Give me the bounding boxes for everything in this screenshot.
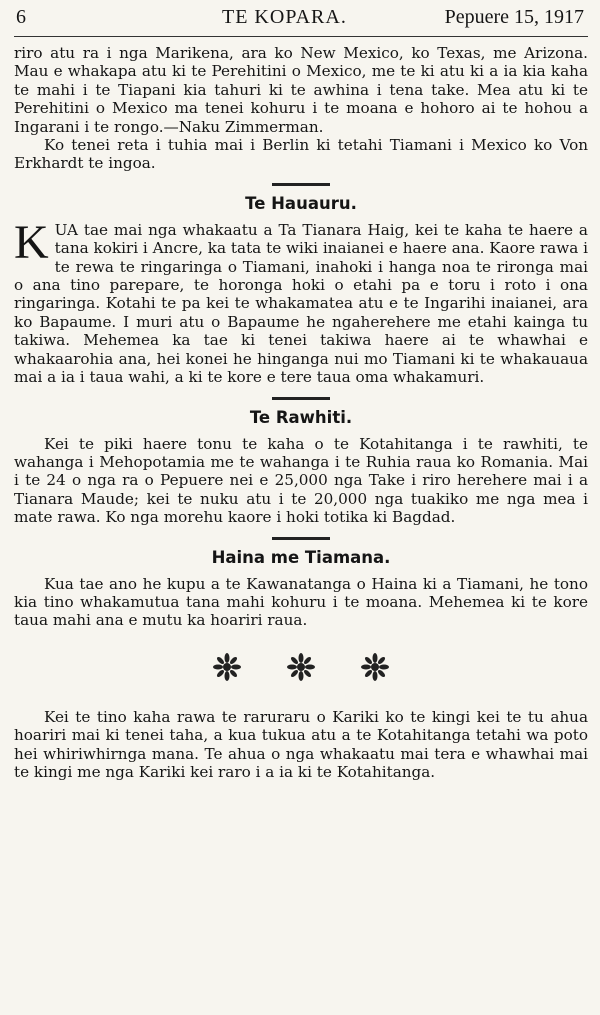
masthead-title: TE KOPARA.: [222, 6, 347, 28]
issue-date: Pepuere 15, 1917: [444, 6, 584, 28]
flower-ornament-icon: [286, 652, 316, 682]
header-rule: [14, 36, 588, 37]
flower-ornament-icon: [212, 652, 242, 682]
page-number: 6: [16, 6, 26, 28]
intro-paragraph-2: Ko tenei reta i tuhia mai i Berlin ki tetahi Tiamani i Mexico ko Von Erkhardt te ingoa.: [14, 136, 588, 173]
article-haina-body: Kua tae ano he kupu a te Kawanatanga o Haina ki a Tiamani, he tono kia tino whakamutua tana mahi kohuru i te moana. Mehemea ki te kore taua mahi ana e mutu ka hoariri raua.: [14, 574, 588, 630]
intro-paragraph-1: riro atu ra i nga Marikena, ara ko New Mexico, ko Texas, me Arizona. Mau e whakapa atu ki te Perehitini o Mexico, me te ki atu ki a ia kia kaha te mahi i te Tiapani kia tahuri ki te awhina i tena take. Mea atu ki te Perehitini o Mexico ma tenei kohuru i te moana e hohoro ai te hohou a Ingarani i te rongo.—Naku Zimmerman.: [14, 44, 588, 136]
section-title-haina: Haina me Tiamana.: [211, 547, 391, 567]
section-title-rawhiti: Te Rawhiti.: [249, 407, 353, 427]
section-divider: [272, 537, 330, 540]
intro-article: [14, 44, 588, 173]
ornament-row: [14, 652, 588, 682]
section-title-hauauru: Te Hauauru.: [245, 193, 357, 213]
article-hauauru-body: UA tae mai nga whakaatu a Ta Tianara Haig, kei te kaha te haere a tana kokiri i Ancre, ka tata te wiki inaianei e haere ana. Kaore rawa i te rewa te ringaringa o Tiamani, inahoki i hanga noa te rironga mai o ana tino parepare, te horonga hoki o etahi pa e toru i roto i ona ringaringa. Kotahi te pa kei te whakamatea atu e te Ingarihi inaianei, ara ko Bapaume. I muri atu o Bapaume he ngaherehere me etahi kainga tu takiwa. Mehemea ka tae ki tenei takiwa haere ai te whawhai e whakaarohia ana, hei konei he hinganga nui mo Tiamani ki te whakauaua mai a ia i taua wahi, a ki te kore e tere taua oma whakamuri.: [14, 220, 588, 387]
page-header: [14, 0, 588, 40]
article-hauauru: [14, 215, 588, 387]
article-rawhiti-body: Kei te piki haere tonu te kaha o te Kotahitanga i te rawhiti, te wahanga i Mehopotamia me te wahanga i te Ruhia raua ko Romania. Mai i te 24 o nga ra o Pepuere nei e 25,000 nga Take i riro herehere mai i a Tianara Maude; kei te nuku atu i te 20,000 nga tuakiko me nga mea i mate rawa. Ko nga morehu kaore i hoki totika ki Bagdad.: [14, 434, 588, 527]
drop-cap: K: [14, 215, 49, 269]
flower-ornament-icon: [360, 652, 390, 682]
section-divider: [272, 397, 330, 400]
closing-article-body: Kei te tino kaha rawa te raruraru o Kariki ko te kingi kei te tu ahua hoariri mai ki tenei taha, a kua tukua atu a te Kotahitanga tetahi wa poto hei whiriwhirnga mana. Te ahua o nga whakaatu mai tera e whawhai mai te kingi me nga Kariki kei raro i a ia ki te Kotahitanga.: [14, 707, 588, 781]
section-divider: [272, 183, 330, 186]
